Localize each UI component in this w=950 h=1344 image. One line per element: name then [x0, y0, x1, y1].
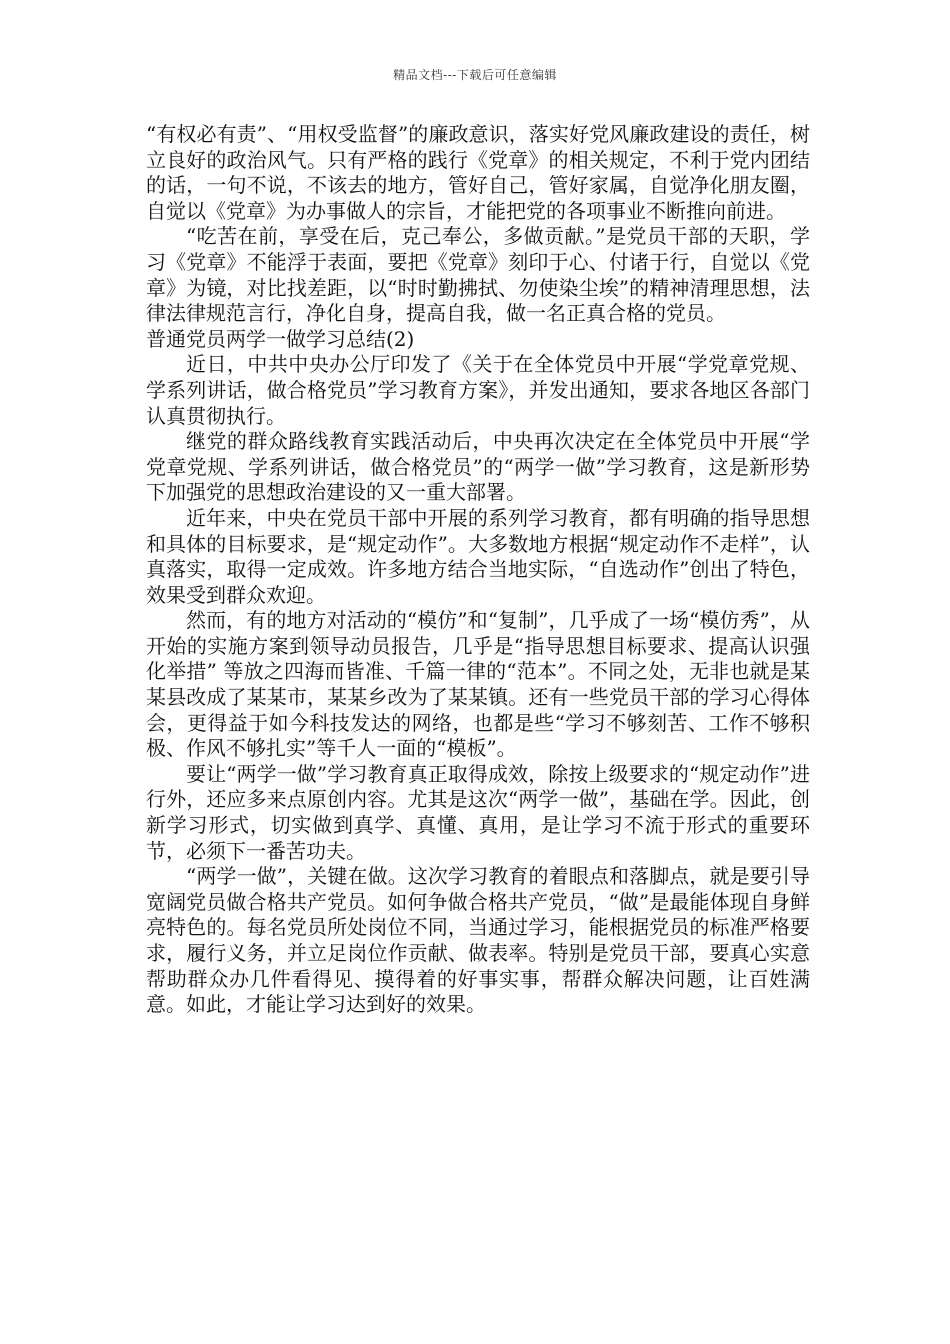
paragraph-1: “有权必有责”、“用权受监督”的廉政意识，落实好党风廉政建设的责任，树立良好的政治风气。只有严格的践行《党章》的相关规定，不利于党内团结的话，一句不说，不该去的地方，管好自己，管好家属，自觉净化朋友圈，自觉以《党章》为办事做人的宗旨，才能把党的各项事业不断推向前进。	[146, 122, 810, 223]
paragraph-5: 近年来，中央在党员干部中开展的系列学习教育，都有明确的指导思想和具体的目标要求，是“规定动作”。大多数地方根据“规定动作不走样”，认真落实，取得一定成效。许多地方结合当地实际，“自选动作”创出了特色，效果受到群众欢迎。	[146, 505, 810, 607]
paragraph-3: 近日，中共中央办公厅印发了《关于在全体党员中开展“学党章党规、学系列讲话，做合格党员”学习教育方案》，并发出通知，要求各地区各部门认真贯彻执行。	[146, 352, 810, 428]
paragraph-4: 继党的群众路线教育实践活动后，中央再次决定在全体党员中开展“学党章党规、学系列讲话，做合格党员”的“两学一做”学习教育，这是新形势下加强党的思想政治建设的又一重大部署。	[146, 429, 810, 505]
paragraph-2: “吃苦在前，享受在后，克己奉公，多做贡献。”是党员干部的天职，学习《党章》不能浮于表面，要把《党章》刻印于心、付诸于行，自觉以《党章》为镜，对比找差距，以“时时勤拂拭、勿使染尘埃”的精神清理思想，法律法律规范言行，净化自身，提高自我，做一名正真合格的党员。	[146, 224, 810, 326]
paragraph-6: 然而，有的地方对活动的“模仿”和“复制”，几乎成了一场“模仿秀”，从开始的实施方案到领导动员报告，几乎是“指导思想目标要求、提高认识强化举措” 等放之四海而皆准、千篇一律的“范本”。不同之处，无非也就是某某县改成了某某市，某某乡改为了某某镇。还有一些党员干部的学习心得体会，更得益于如今科技发达的网络，也都是些“学习不够刻苦、工作不够积极、作风不够扎实”等千人一面的“模板”。	[146, 608, 810, 761]
paragraph-8: “两学一做”，关键在做。这次学习教育的着眼点和落脚点，就是要引导宽阔党员做合格共产党员。如何争做合格共产党员，“做”是最能体现自身鲜亮特色的。每名党员所处岗位不同，当通过学习，能根据党员的标准严格要求，履行义务，并立足岗位作贡献、做表率。特别是党员干部，要真心实意帮助群众办几件看得见、摸得着的好事实事，帮群众解决问题，让百姓满意。如此，才能让学习达到好的效果。	[146, 864, 810, 1017]
document-body	[146, 122, 810, 1018]
paragraph-7: 要让“两学一做”学习教育真正取得成效，除按上级要求的“规定动作”进行外，还应多来点原创内容。尤其是这次“两学一做”，基础在学。因此，创新学习形式，切实做到真学、真懂、真用，是让学习不流于形式的重要环节，必须下一番苦功夫。	[146, 761, 810, 863]
page-header: 精品文档---下载后可任意编辑	[393, 68, 557, 82]
section-heading: 普通党员两学一做学习总结(2)	[146, 326, 415, 351]
